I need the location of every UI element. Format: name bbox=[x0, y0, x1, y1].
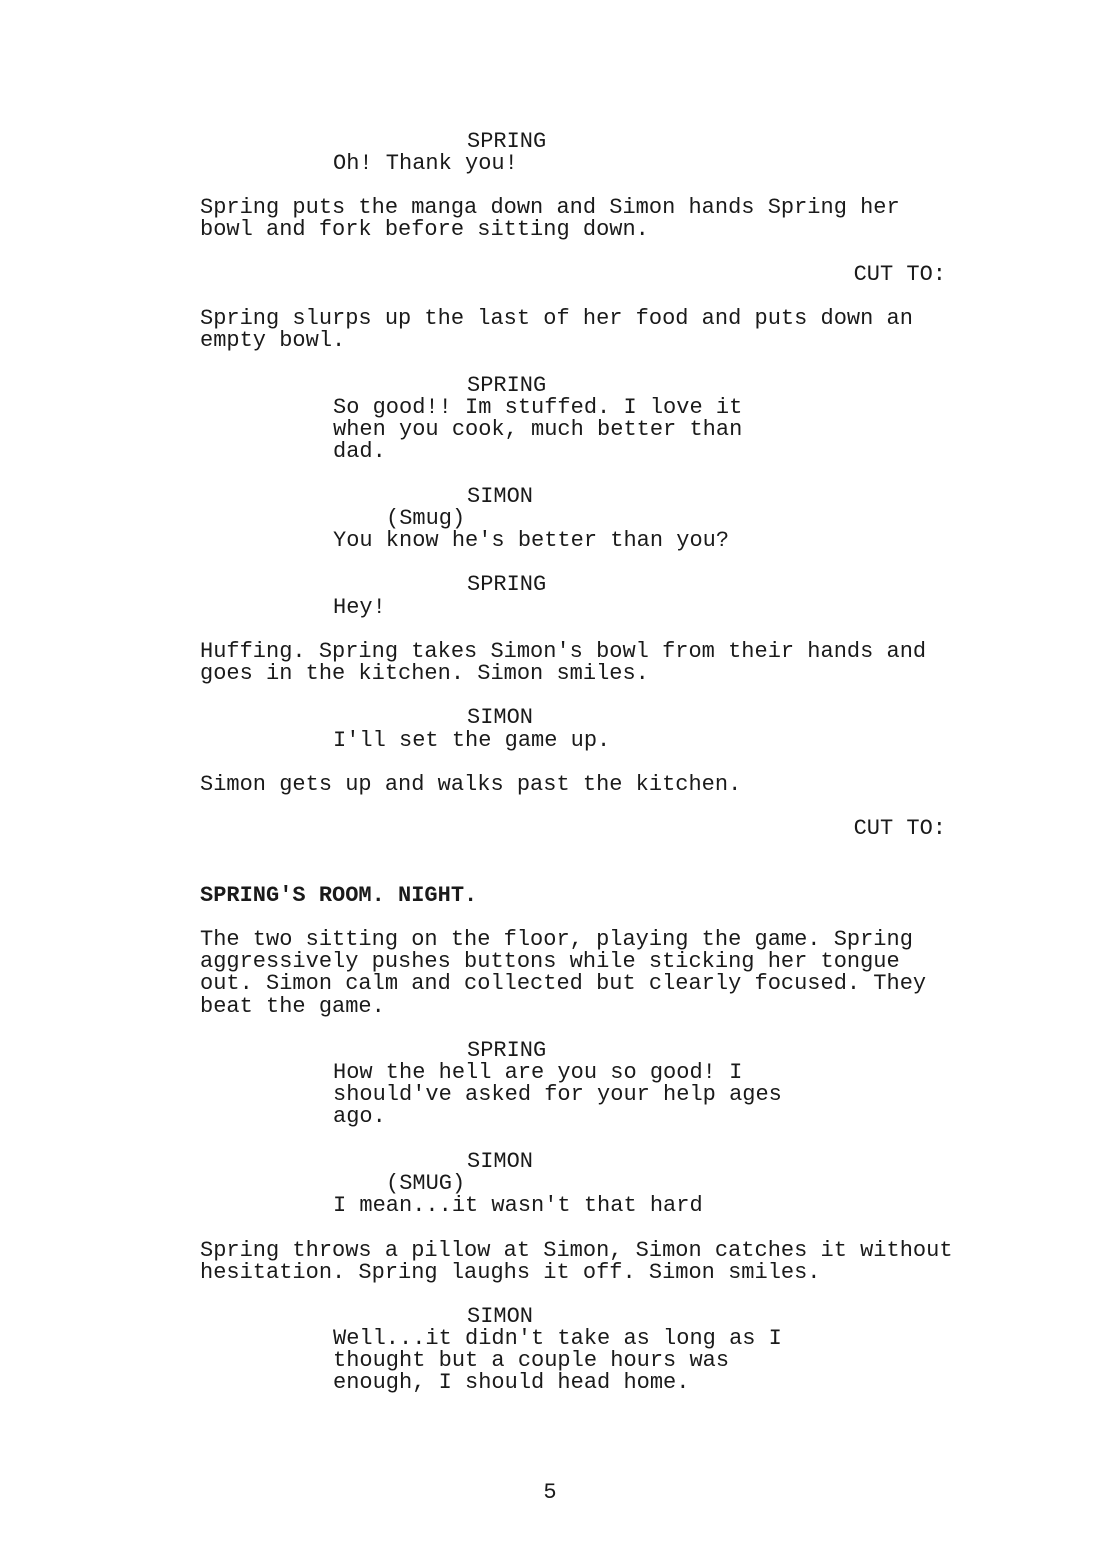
dialogue: So good!! Im stuffed. I love it when you cook, much better than dad. bbox=[333, 395, 743, 465]
transition: CUT TO: bbox=[853, 816, 946, 841]
action-line: Spring slurps up the last of her food and puts down an empty bowl. bbox=[200, 306, 913, 354]
dialogue: How the hell are you so good! I should've asked for your help ages ago. bbox=[333, 1060, 782, 1130]
scene-heading: SPRING'S ROOM. NIGHT. bbox=[200, 883, 478, 908]
action-line: Huffing. Spring takes Simon's bowl from their hands and goes in the kitchen. Simon smiles. bbox=[200, 639, 927, 687]
dialogue: I'll set the game up. bbox=[333, 728, 611, 753]
dialogue: Well...it didn't take as long as I thought but a couple hours was enough, I should head home. bbox=[333, 1326, 782, 1396]
parenthetical: (SMUG) bbox=[386, 1171, 466, 1196]
action-line: Simon gets up and walks past the kitchen. bbox=[200, 772, 742, 797]
action-line: The two sitting on the floor, playing the game. Spring aggressively pushes buttons while sticking her tongue out. Simon calm and collected but clearly focused. They beat the game. bbox=[200, 927, 927, 1019]
dialogue: Oh! Thank you! bbox=[333, 151, 518, 176]
character-cue: SIMON bbox=[467, 484, 534, 509]
dialogue: I mean...it wasn't that hard bbox=[333, 1193, 703, 1218]
character-cue: SIMON bbox=[467, 705, 534, 730]
character-cue: SIMON bbox=[467, 1304, 534, 1329]
action-line: Spring throws a pillow at Simon, Simon catches it without hesitation. Spring laughs it off. Simon smiles. bbox=[200, 1238, 953, 1286]
transition: CUT TO: bbox=[853, 262, 946, 287]
dialogue: You know he's better than you? bbox=[333, 528, 730, 553]
dialogue: Hey! bbox=[333, 595, 386, 620]
parenthetical: (Smug) bbox=[386, 506, 466, 531]
action-line: Spring puts the manga down and Simon hands Spring her bowl and fork before sitting down. bbox=[200, 195, 900, 243]
character-cue: SPRING bbox=[467, 129, 547, 154]
character-cue: SPRING bbox=[467, 1038, 547, 1063]
character-cue: SPRING bbox=[467, 572, 547, 597]
page-number: 5 bbox=[543, 1480, 557, 1505]
character-cue: SIMON bbox=[467, 1149, 534, 1174]
character-cue: SPRING bbox=[467, 373, 547, 398]
